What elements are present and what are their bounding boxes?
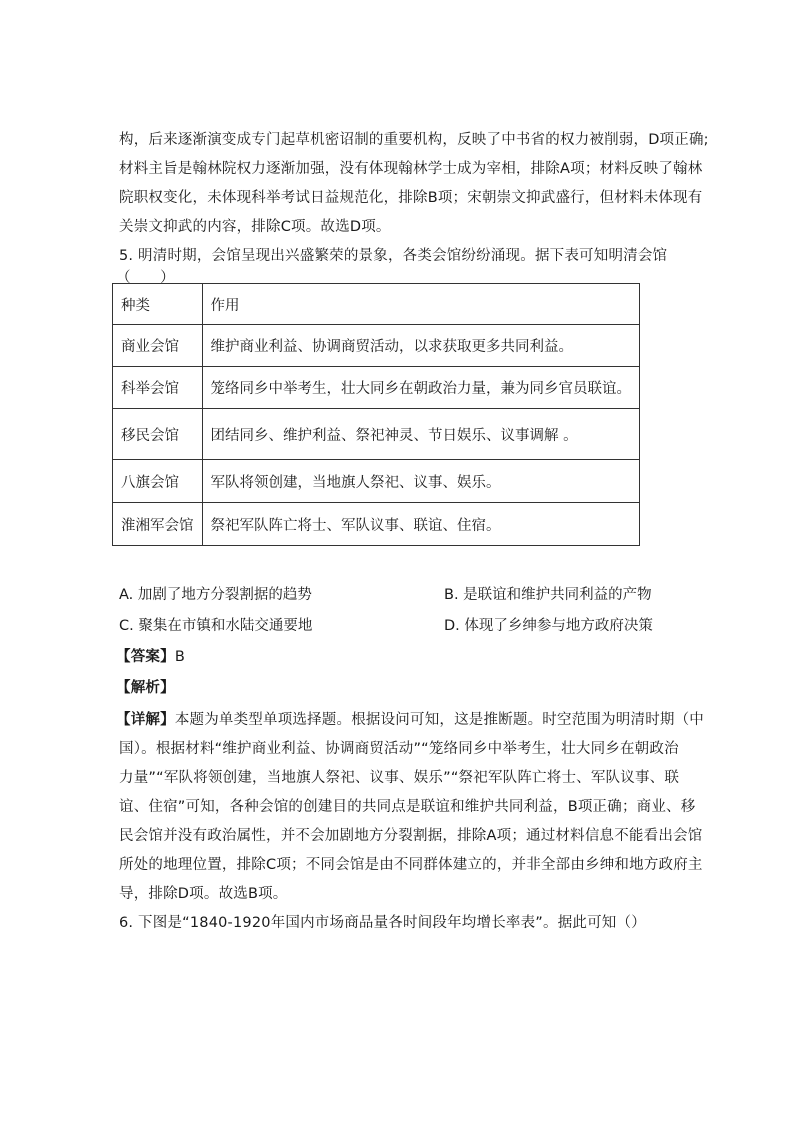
detail-line: 导，排除D项。故选B项。: [119, 886, 288, 902]
question-5-stem: 5. 明清时期，会馆呈现出兴盛繁荣的景象，各类会馆纷纷涌现。据下表可知明清会馆: [119, 248, 668, 264]
table-cell-type: 八旗会馆: [113, 460, 203, 503]
table-cell-type: 科举会馆: [113, 367, 203, 409]
table-cell-type: 移民会馆: [113, 409, 203, 460]
intro-line: 关崇文抑武的内容，排除C项。故选D项。: [119, 219, 391, 235]
table-cell-role: 笼络同乡中举考生，壮大同乡在朝政治力量，兼为同乡官员联谊。: [202, 367, 640, 409]
table-row: [113, 503, 640, 546]
option-c: C. 聚集在市镇和水陆交通要地: [119, 618, 313, 634]
table-cell-role: 维护商业利益、协调商贸活动，以求获取更多共同利益。: [202, 325, 640, 367]
option-d: D. 体现了乡绅参与地方政府决策: [444, 618, 653, 634]
table-cell-role: 祭祀军队阵亡将士、军队议事、联谊、住宿。: [202, 503, 640, 546]
detail-line: 国）。根据材料“维护商业利益、协调商贸活动”“笼络同乡中举考生，壮大同乡在朝政治: [119, 741, 679, 757]
option-b: B. 是联谊和维护共同利益的产物: [444, 587, 652, 603]
detail-label: 【详解】: [116, 712, 175, 728]
detail-line: 民会馆并没有政治属性，并不会加剧地方分裂割据，排除A项；通过材料信息不能看出会馆: [119, 828, 703, 844]
option-a: A. 加剧了地方分裂割据的趋势: [119, 587, 312, 603]
table-cell-type: 商业会馆: [113, 325, 203, 367]
intro-line: 材料主旨是翰林院权力逐渐加强，没有体现翰林学士成为宰相，排除A项；材料反映了翰林: [119, 161, 703, 177]
table-cell-role: 团结同乡、维护利益、祭祀神灵、节日娱乐、议事调解 。: [202, 409, 640, 460]
guild-table: [112, 283, 640, 546]
table-row: [113, 367, 640, 409]
answer-value: B: [174, 649, 185, 665]
table-cell-type: 淮湘军会馆: [113, 503, 203, 546]
table-row: [113, 460, 640, 503]
table-header-row: [113, 284, 640, 325]
question-6-stem: 6. 下图是“1840-1920年国内市场商品量各时间段年均增长率表”。据此可知（）: [119, 915, 646, 931]
table-row: [113, 325, 640, 367]
answer-line: [116, 647, 185, 667]
detail-text: 本题为单类型单项选择题。根据设问可知，这是推断题。时空范围为明清时期（中: [174, 712, 705, 728]
intro-line: 构，后来逐渐演变成专门起草机密诏制的重要机构，反映了中书省的权力被削弱，D项正确;: [119, 132, 709, 148]
analysis-label: 【解析】: [116, 680, 175, 696]
table-header-cell: 种类: [113, 284, 203, 325]
detail-line: 力量”“军队将领创建，当地旗人祭祀、议事、娱乐”“祭祀军队阵亡将士、军队议事、联: [119, 770, 680, 786]
table-cell-role: 军队将领创建，当地旗人祭祀、议事、娱乐。: [202, 460, 640, 503]
detail-line: [116, 710, 704, 730]
table-row: [113, 409, 640, 460]
question-5-paren: （ ）: [116, 270, 175, 286]
detail-line: 所处的地理位置，排除C项；不同会馆是由不同群体建立的，并非全部由乡绅和地方政府主: [119, 857, 703, 873]
detail-line: 谊、住宿”可知，各种会馆的创建目的共同点是联谊和维护共同利益，B项正确；商业、移: [119, 799, 696, 815]
answer-label: 【答案】: [116, 649, 175, 665]
table-header-cell: 作用: [202, 284, 640, 325]
intro-line: 院职权变化，未体现科举考试日益规范化，排除B项；宋朝崇文抑武盛行，但材料未体现有: [119, 190, 703, 206]
